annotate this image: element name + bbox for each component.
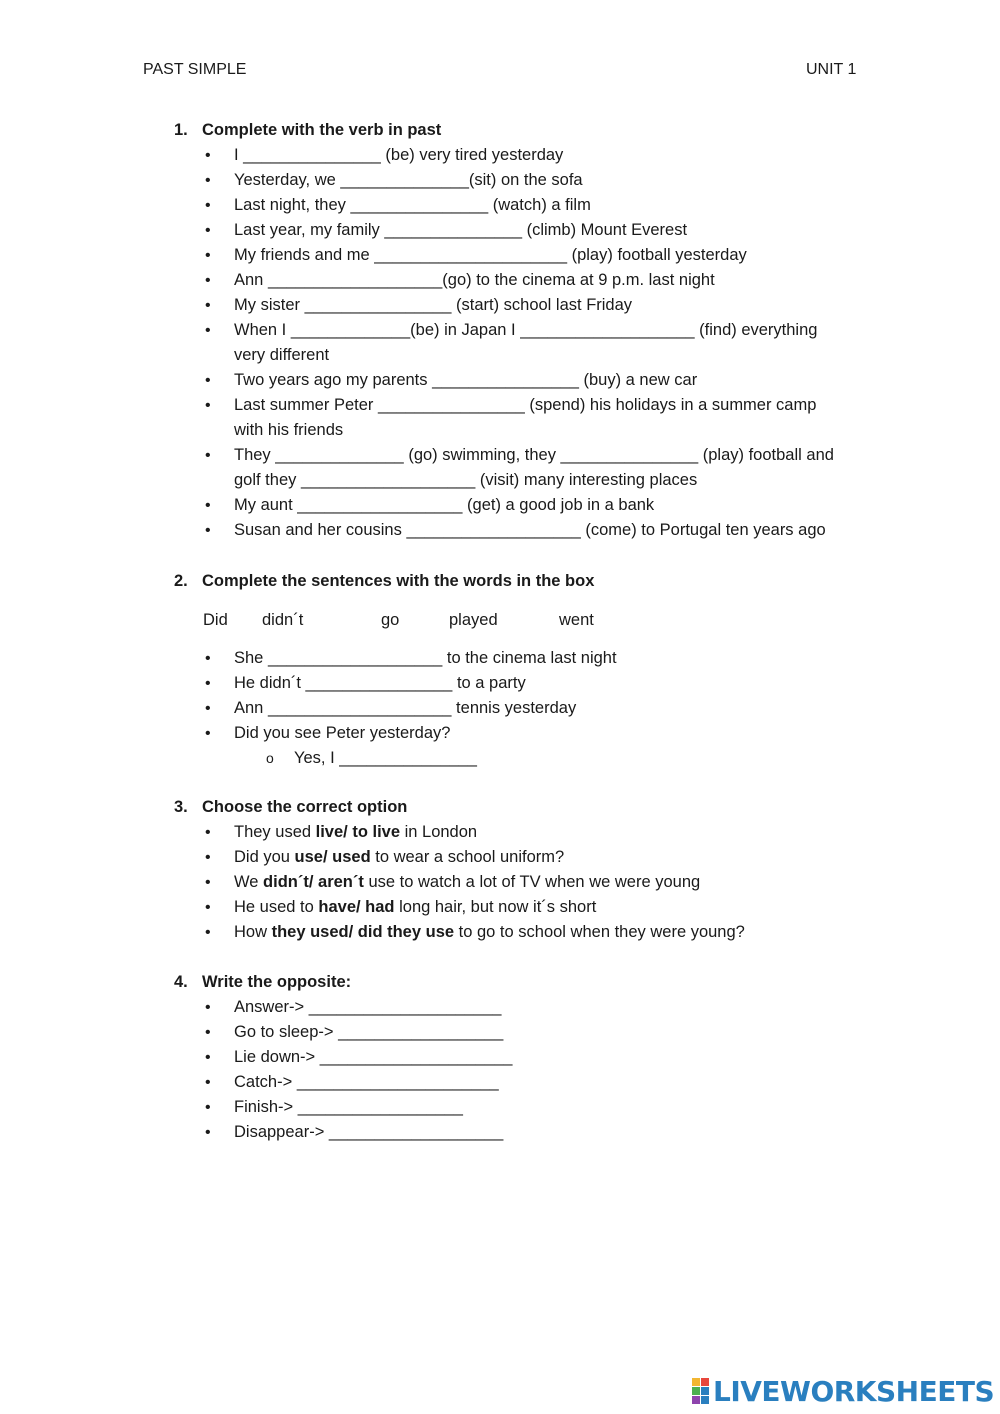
section-3-title: 3. Choose the correct option	[174, 798, 408, 816]
section-1-title: 1. Complete with the verb in past	[174, 121, 442, 139]
section-1-list	[174, 143, 874, 543]
list-item: • Two years ago my parents ________________ (buy) a new car	[174, 368, 874, 393]
list-item: • Lie down-> _____________________	[174, 1045, 874, 1070]
logo-text: LIVEWORKSHEETS	[713, 1374, 995, 1408]
word-box-item: didn´t	[262, 611, 304, 629]
sub-list-item: o Yes, I _______________	[174, 746, 874, 771]
section-4	[174, 970, 874, 1145]
section-2-title: 2. Complete the sentences with the words in the box	[174, 572, 595, 590]
list-item: • I _______________ (be) very tired yesterday	[174, 143, 874, 168]
list-item: • She ___________________ to the cinema last night	[174, 646, 874, 671]
list-item: • Answer-> _____________________	[174, 995, 874, 1020]
list-item: • He didn´t ________________ to a party	[174, 671, 874, 696]
option-pair: didn´t/ aren´t	[263, 873, 364, 891]
logo-square	[692, 1378, 700, 1386]
section-2-list-wrap	[174, 646, 874, 771]
section-3-list	[174, 820, 874, 945]
list-item: • Disappear-> ___________________	[174, 1120, 874, 1145]
header-left: PAST SIMPLE	[143, 61, 247, 78]
section-4-title: 4. Write the opposite:	[174, 973, 352, 991]
logo-square	[692, 1387, 700, 1395]
list-item: • Last night, they _______________ (watch) a film	[174, 193, 874, 218]
list-item: • When I _____________(be) in Japan I ___________________ (find) everything very different	[174, 318, 874, 368]
section-2-sublist	[174, 746, 874, 771]
list-item: • Finish-> __________________	[174, 1095, 874, 1120]
word-box-item: go	[381, 611, 400, 629]
list-item: • Catch-> ______________________	[174, 1070, 874, 1095]
liveworksheets-logo	[692, 1374, 994, 1408]
logo-square	[701, 1378, 709, 1386]
list-item: • Last summer Peter ________________ (spend) his holidays in a summer camp with his friends	[174, 393, 874, 443]
list-item: • We didn´t/ aren´t use to watch a lot of TV when we were young	[174, 870, 874, 895]
section-3	[174, 795, 874, 945]
word-box-item: played	[449, 611, 498, 629]
list-item: • Susan and her cousins ___________________ (come) to Portugal ten years ago	[174, 518, 874, 543]
option-pair: have/ had	[318, 898, 395, 916]
list-item: • Go to sleep-> __________________	[174, 1020, 874, 1045]
list-item: • Ann ____________________ tennis yesterday	[174, 696, 874, 721]
word-box-item: went	[559, 611, 594, 629]
section-2	[174, 569, 874, 594]
list-item: • How they used/ did they use to go to school when they were young?	[174, 920, 874, 945]
option-pair: live/ to live	[315, 823, 401, 841]
header-right: UNIT 1	[806, 61, 857, 78]
list-item: • My friends and me _____________________ (play) football yesterday	[174, 243, 874, 268]
logo-square	[701, 1396, 709, 1404]
list-item: • Yesterday, we ______________(sit) on the sofa	[174, 168, 874, 193]
word-box-item: Did	[203, 611, 228, 629]
section-2-list	[174, 646, 874, 746]
option-pair: use/ used	[294, 848, 371, 866]
section-1	[174, 118, 874, 543]
list-item: • He used to have/ had long hair, but now it´s short	[174, 895, 874, 920]
list-item: • My aunt __________________ (get) a good job in a bank	[174, 493, 874, 518]
list-item: • They used live/ to live in London	[174, 820, 874, 845]
list-item: • Ann ___________________(go) to the cinema at 9 p.m. last night	[174, 268, 874, 293]
list-item: • Did you see Peter yesterday?	[174, 721, 874, 746]
list-item: • Did you use/ used to wear a school uniform?	[174, 845, 874, 870]
list-item: • My sister ________________ (start) school last Friday	[174, 293, 874, 318]
logo-mark-icon	[692, 1378, 709, 1404]
list-item: • They ______________ (go) swimming, they _______________ (play) football and golf they ___________________ (visit) many interesting places	[174, 443, 874, 493]
logo-square	[701, 1387, 709, 1395]
logo-square	[692, 1396, 700, 1404]
option-pair: they used/ did they use	[271, 923, 455, 941]
section-4-list	[174, 995, 874, 1145]
list-item: • Last year, my family _______________ (climb) Mount Everest	[174, 218, 874, 243]
